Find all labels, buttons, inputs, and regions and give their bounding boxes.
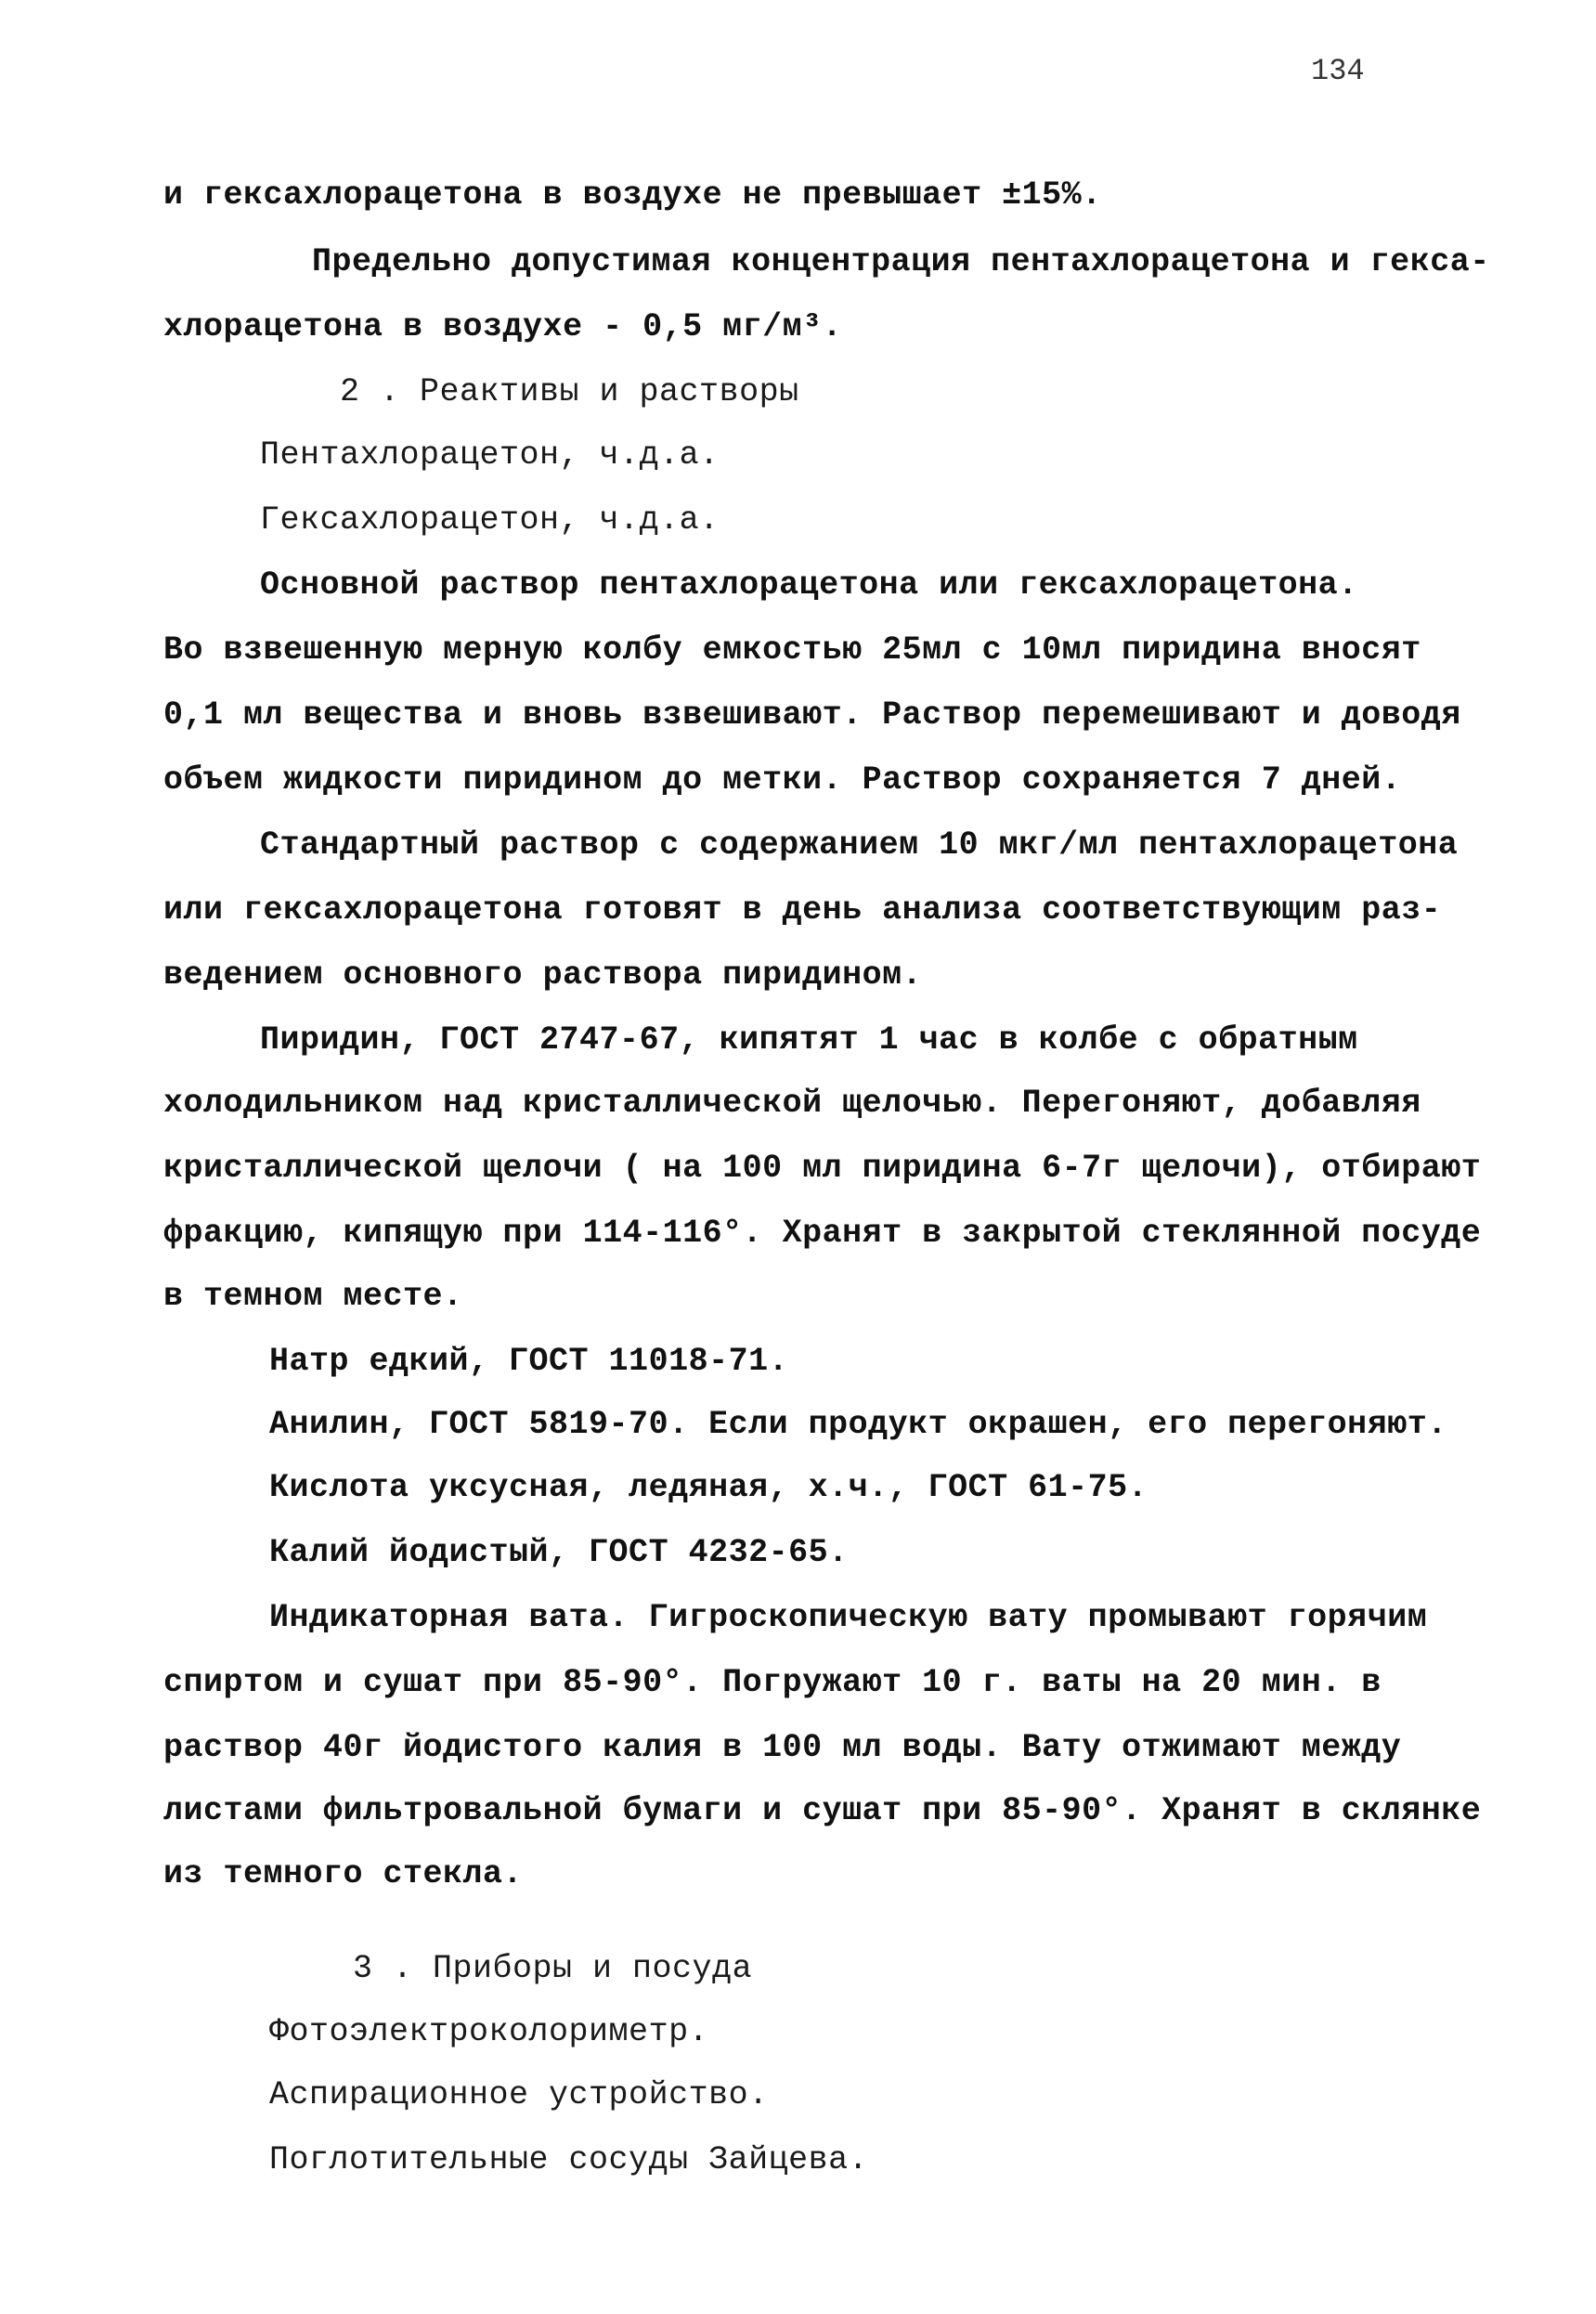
text-line: Фотоэлектроколориметр. [269, 2013, 709, 2050]
text-line: раствор 40г йодистого калия в 100 мл воды. Вату отжимают между [163, 1729, 1402, 1766]
text-line: Индикаторная вата. Гигроскопическую вату промывают горячим [269, 1599, 1428, 1636]
text-line: фракцию, кипящую при 114-116°. Хранят в закрытой стеклянной посуде [163, 1215, 1482, 1252]
text-line: Поглотительные сосуды Зайцева. [269, 2141, 869, 2178]
text-line: Анилин, ГОСТ 5819-70. Если продукт окрашен, его перегоняют. [269, 1406, 1447, 1443]
text-line: кристаллической щелочи ( на 100 мл пиридина 6-7г щелочи), отбирают [163, 1150, 1482, 1187]
section-heading: 2 . Реактивы и растворы [340, 373, 799, 410]
text-line: Гексахлорацетон, ч.д.а. [260, 501, 720, 539]
text-line: спиртом и сушат при 85-90°. Погружают 10 г. ваты на 20 мин. в [163, 1664, 1382, 1701]
text-line: Пиридин, ГОСТ 2747-67, кипятят 1 час в колбе с обратным [260, 1021, 1358, 1059]
text-line: холодильником над кристаллической щелочью. Перегоняют, добавляя [163, 1085, 1421, 1122]
text-line: хлорацетона в воздухе - 0,5 мг/м³. [163, 308, 843, 345]
text-line: 0,1 мл вещества и вновь взвешивают. Раствор перемешивают и доводя [163, 696, 1461, 734]
text-line: Аспирационное устройство. [269, 2076, 769, 2113]
text-line: и гексахлорацетона в воздухе не превышает ±15%. [163, 176, 1102, 214]
text-line: Основной раствор пентахлорацетона или гексахлорацетона. [260, 566, 1358, 604]
text-line: в темном месте. [163, 1278, 463, 1315]
text-line: Калий йодистый, ГОСТ 4232-65. [269, 1534, 849, 1571]
text-line: Кислота уксусная, ледяная, х.ч., ГОСТ 61-75. [269, 1469, 1148, 1506]
text-line: из темного стекла. [163, 1855, 524, 1892]
text-line: листами фильтровальной бумаги и сушат при 85-90°. Хранят в склянке [163, 1792, 1482, 1829]
text-line: Натр едкий, ГОСТ 11018-71. [269, 1343, 789, 1380]
section-heading: 3 . Приборы и посуда [353, 1950, 753, 1987]
text-line: объем жидкости пиридином до метки. Раствор сохраняется 7 дней. [163, 761, 1402, 799]
text-line: Предельно допустимая концентрация пентахлорацетона и гекса- [312, 243, 1490, 280]
text-line: Во взвешенную мерную колбу емкостью 25мл с 10мл пиридина вносят [163, 631, 1421, 669]
text-line: или гексахлорацетона готовят в день анализа соответствующим раз- [163, 891, 1442, 929]
page-number: 134 [1311, 54, 1365, 88]
text-line: Стандартный раствор с содержанием 10 мкг/мл пентахлорацетона [260, 826, 1459, 864]
text-line: Пентахлорацетон, ч.д.а. [260, 436, 720, 474]
text-line: ведением основного раствора пиридином. [163, 956, 923, 994]
